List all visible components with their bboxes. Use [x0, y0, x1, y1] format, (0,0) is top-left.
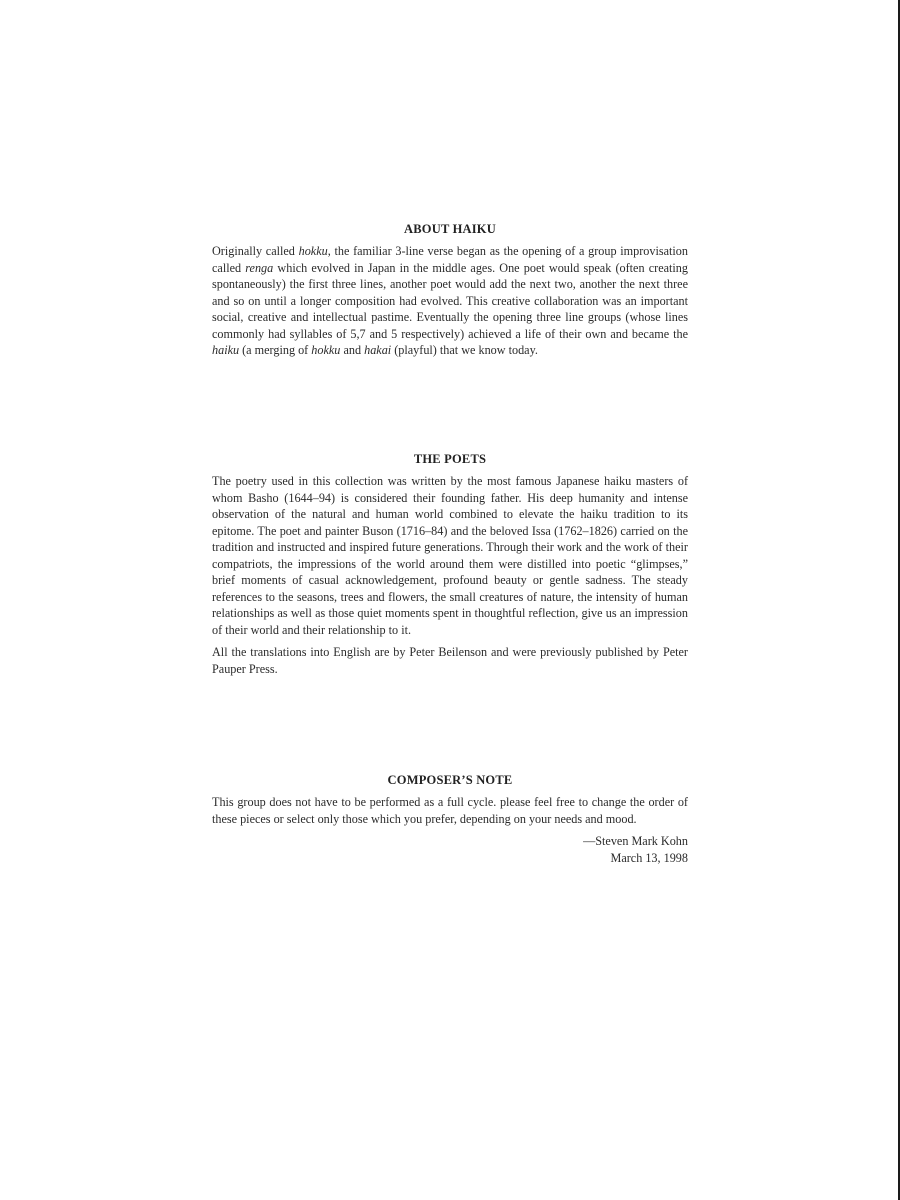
- about-text-segment: Originally called: [212, 244, 299, 258]
- about-italic-term: hokku: [311, 343, 341, 357]
- composers-note-heading: COMPOSER’S NOTE: [387, 773, 513, 787]
- about-text-segment: and: [340, 343, 365, 357]
- about-haiku-section: [212, 222, 688, 365]
- composers-note-paragraph: This group does not have to be performed as a full cycle. please feel free to change the order of these pieces or select only those which you prefer, depending on your needs and mood.: [212, 795, 688, 826]
- the-poets-paragraph: The poetry used in this collection was written by the most famous Japanese haiku masters of whom Basho (1644–94) is considered their founding father. His deep humanity and intense observation of the natural and human world combined to elevate the haiku tradition to its epitome. The poet and painter Buson (1716–84) and the beloved Issa (1762–1826) carried on the tradition and instructed and inspired future generations. Through their work and the work of their compatriots, the impressions of the world around them were distilled into poetic “glimpses,” brief moments of casual acknowledgement, profound beauty or gentle sadness. The steady references to the seasons, trees and flowers, the small creatures of nature, the intensity of human relationships as well as those quiet moments spent in thoughtful reflection, give us an impression of their world and their relationship to it.: [212, 474, 688, 637]
- about-text-segment: (a merging of: [239, 343, 312, 357]
- about-italic-term: haiku: [212, 343, 240, 357]
- translations-paragraph: All the translations into English are by Peter Beilenson and were previously published by Peter Pauper Press.: [212, 645, 688, 676]
- about-text-segment: , the familiar 3-line verse began as the opening of a group improvisation called: [212, 244, 688, 275]
- the-poets-heading: THE POETS: [413, 452, 487, 466]
- about-haiku-paragraph: [212, 243, 688, 359]
- signature-block: [212, 833, 688, 866]
- about-text-segment: which evolved in Japan in the middle ages. One poet would speak (often creating spontaneously) the first three lines, another poet would add the next two, another the next three and so on until a longer composition had evolved. This creative collaboration was an important social, creative and intellectual pastime. Eventually the opening three line groups (whose lines commonly had syllables of 5,7 and 5 respectively) achieved a life of their own and became the: [212, 260, 688, 341]
- composers-note-section: [212, 773, 688, 866]
- about-italic-term: renga: [245, 260, 274, 275]
- signature-name: —Steven Mark Kohn: [583, 834, 688, 848]
- signature-date: March 13, 1998: [610, 850, 688, 865]
- about-italic-term: hakai: [364, 343, 392, 357]
- about-haiku-heading: ABOUT HAIKU: [404, 222, 496, 236]
- about-italic-term: hokku: [298, 244, 328, 258]
- about-text-segment: (playful) that we know today.: [391, 343, 538, 357]
- the-poets-section: [212, 452, 688, 683]
